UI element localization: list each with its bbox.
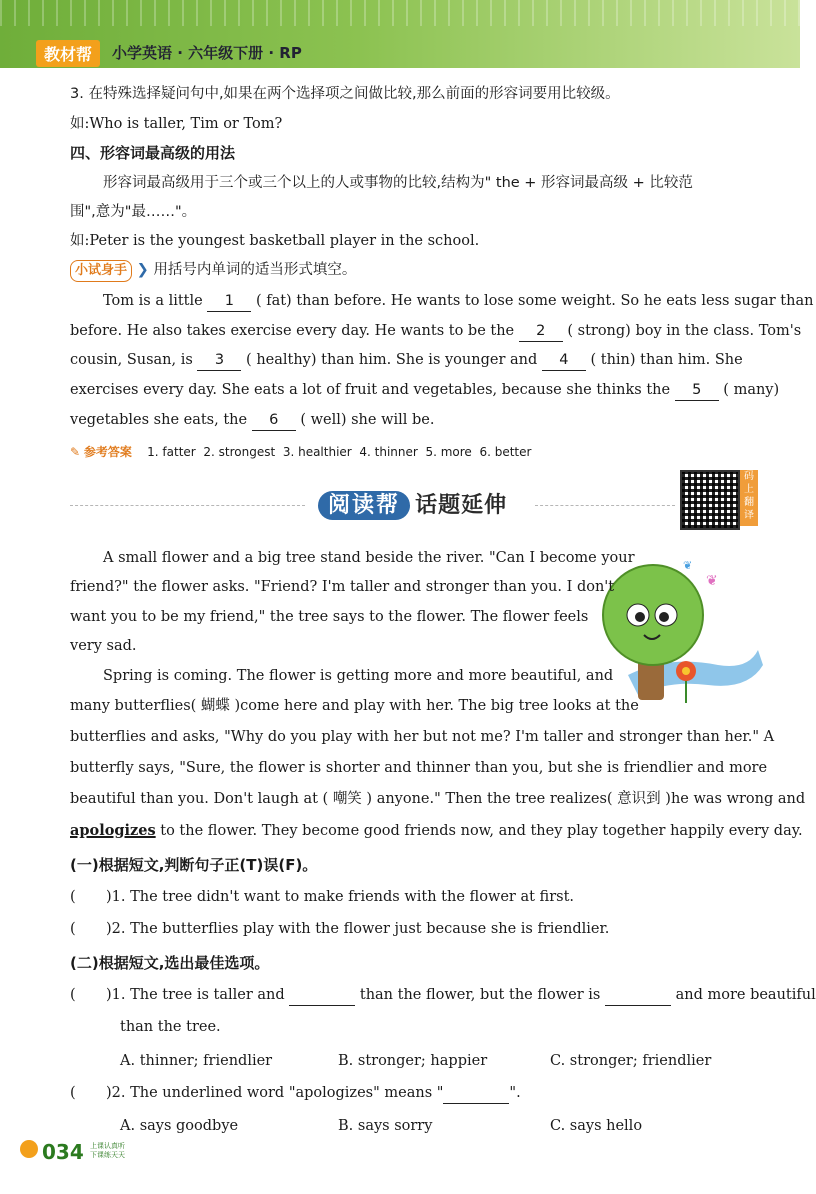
practice-line-2 [70, 321, 801, 342]
underlined-word: apologizes [70, 822, 156, 839]
tree-pupil [635, 612, 645, 622]
pen-icon: ✎ [70, 445, 81, 459]
mc-option[interactable]: C. says hello [550, 1118, 643, 1134]
answer-item: 3. healthier [282, 445, 352, 459]
answer-item: 1. fatter [147, 445, 196, 459]
story-line: many butterflies( 蝴蝶 )come here and play with her. The big tree looks at the [70, 698, 639, 714]
practice-text: before. He also takes exercise every day. He wants to be the [70, 323, 515, 339]
practice-text: vegetables she eats, the [70, 412, 248, 428]
question-text: than the flower, but the flower is [359, 987, 601, 1003]
practice-text: ( thin) than him. She [590, 352, 743, 368]
answer-paren[interactable]: ( [70, 987, 76, 1003]
practice-line-1 [103, 291, 813, 312]
butterfly-icon: ❦ [683, 559, 693, 572]
answer-blank-4[interactable]: 4 [542, 350, 586, 371]
practice-line-4 [70, 380, 779, 401]
grammar-example-3: 如:Who is taller, Tim or Tom? [70, 116, 283, 132]
story-line: butterfly says, "Sure, the flower is shorter and thinner than you, but she is friendlier and more [70, 760, 768, 776]
banner-pill: 阅读帮 [318, 491, 410, 520]
story-line: want you to be my friend," the tree says to the flower. The flower feels [70, 609, 589, 625]
question-blank[interactable] [289, 985, 355, 1006]
question-text: )2. The underlined word "apologizes" means " [106, 1085, 444, 1101]
answer-blank-3[interactable]: 3 [197, 350, 241, 371]
answer-key [70, 442, 531, 462]
practice-line-5 [70, 410, 435, 431]
qr-label: 码上翻译 [740, 470, 758, 526]
mc-question-2 [70, 1083, 521, 1104]
story-line: very sad. [70, 638, 137, 654]
superlative-text-1: 形容词最高级用于三个或三个以上的人或事物的比较,结构为" the + 形容词最高级 + 比较范 [103, 175, 693, 191]
question-text: and more beautiful [675, 987, 816, 1003]
story-line: butterflies and asks, "Why do you play with her but not me? I'm taller and stronger than her." A [70, 729, 775, 745]
footer-slogan [90, 1142, 125, 1160]
arrow-icon: ❯ [136, 262, 149, 278]
answer-item: 2. strongest [203, 445, 276, 459]
practice-heading [70, 260, 356, 282]
question-text: ". [509, 1085, 521, 1101]
answer-paren[interactable]: ( [70, 1085, 76, 1101]
answer-item: 4. thinner [359, 445, 418, 459]
story-line-last [70, 821, 803, 841]
question-text: )1. The tree is taller and [106, 987, 285, 1003]
practice-text: ( well) she will be. [300, 412, 435, 428]
practice-line-3 [70, 350, 743, 371]
header-decoration [0, 0, 800, 26]
question-text: )2. The butterflies play with the flower just because she is friendlier. [106, 921, 610, 937]
practice-text: ( healthy) than him. She is younger and [246, 352, 538, 368]
story-line: friend?" the flower asks. "Friend? I'm taller and stronger than you. I don't [70, 579, 615, 595]
practice-tag: 小试身手 [70, 260, 132, 282]
section-title-superlative: 四、形容词最高级的用法 [70, 144, 236, 162]
mc-option[interactable]: A. thinner; friendlier [120, 1053, 273, 1069]
butterfly-icon: ❦ [706, 573, 718, 589]
tf-question-2 [70, 919, 609, 939]
answer-blank-6[interactable]: 6 [252, 410, 296, 431]
tree-flower-illustration [598, 555, 763, 710]
reading-banner [318, 488, 507, 519]
practice-text: Tom is a little [103, 293, 203, 309]
practice-text: cousin, Susan, is [70, 352, 193, 368]
divider [70, 505, 305, 506]
mc-option[interactable]: A. says goodbye [120, 1118, 239, 1134]
grammar-point-3: 3. 在特殊选择疑问句中,如果在两个选择项之间做比较,那么前面的形容词要用比较级。 [70, 86, 620, 102]
answer-label: 参考答案 [83, 445, 132, 459]
answer-item: 5. more [425, 445, 472, 459]
mc-question-1-cont: than the tree. [120, 1019, 221, 1035]
tf-question-1 [70, 887, 574, 907]
mc-question-1 [70, 985, 816, 1006]
tree-pupil [659, 612, 669, 622]
qr-code[interactable] [680, 470, 740, 530]
question-text: )1. The tree didn't want to make friends with the flower at first. [106, 889, 575, 905]
tree-crown [603, 565, 703, 665]
footer-slogan-1: 上课认真听 [90, 1142, 125, 1150]
story-line: beautiful than you. Don't laugh at ( 嘲笑 ) anyone." Then the tree realizes( 意识到 )he was wrong and [70, 791, 806, 807]
footer-slogan-2: 下课练天天 [90, 1151, 125, 1159]
star-icon [20, 1140, 38, 1158]
section-2-title: (二)根据短文,选出最佳选项。 [70, 954, 270, 972]
question-blank[interactable] [443, 1083, 509, 1104]
divider [535, 505, 675, 506]
practice-text: ( fat) than before. He wants to lose some weight. So he eats less sugar than [255, 293, 814, 309]
practice-text: exercises every day. She eats a lot of fruit and vegetables, because she thinks the [70, 382, 671, 398]
flower-center [682, 667, 690, 675]
mc-option[interactable]: C. stronger; friendlier [550, 1053, 712, 1069]
story-line: Spring is coming. The flower is getting more and more beautiful, and [103, 668, 614, 684]
brand-badge: 教材帮 [36, 40, 100, 67]
page-number: 034 [42, 1140, 84, 1164]
book-subject: 小学英语 · 六年级下册 · RP [112, 44, 302, 62]
answer-paren[interactable]: ( [70, 921, 76, 937]
answer-paren[interactable]: ( [70, 889, 76, 905]
practice-instruction: 用括号内单词的适当形式填空。 [153, 262, 357, 278]
superlative-text-2: 围",意为"最……"。 [70, 204, 197, 220]
banner-text: 话题延伸 [415, 493, 508, 518]
answer-item: 6. better [479, 445, 532, 459]
answer-blank-5[interactable]: 5 [675, 380, 719, 401]
mc-option[interactable]: B. says sorry [338, 1118, 433, 1134]
grammar-example-4: 如:Peter is the youngest basketball player in the school. [70, 233, 480, 249]
practice-text: ( many) [723, 382, 780, 398]
answer-blank-1[interactable]: 1 [207, 291, 251, 312]
practice-text: ( strong) boy in the class. Tom's [567, 323, 802, 339]
mc-option[interactable]: B. stronger; happier [338, 1053, 488, 1069]
question-blank[interactable] [605, 985, 671, 1006]
answer-blank-2[interactable]: 2 [519, 321, 563, 342]
section-1-title: (一)根据短文,判断句子正(T)误(F)。 [70, 856, 318, 874]
story-text: to the flower. They become good friends now, and they play together happily every day. [160, 823, 803, 839]
story-line: A small flower and a big tree stand beside the river. "Can I become your [103, 550, 635, 566]
